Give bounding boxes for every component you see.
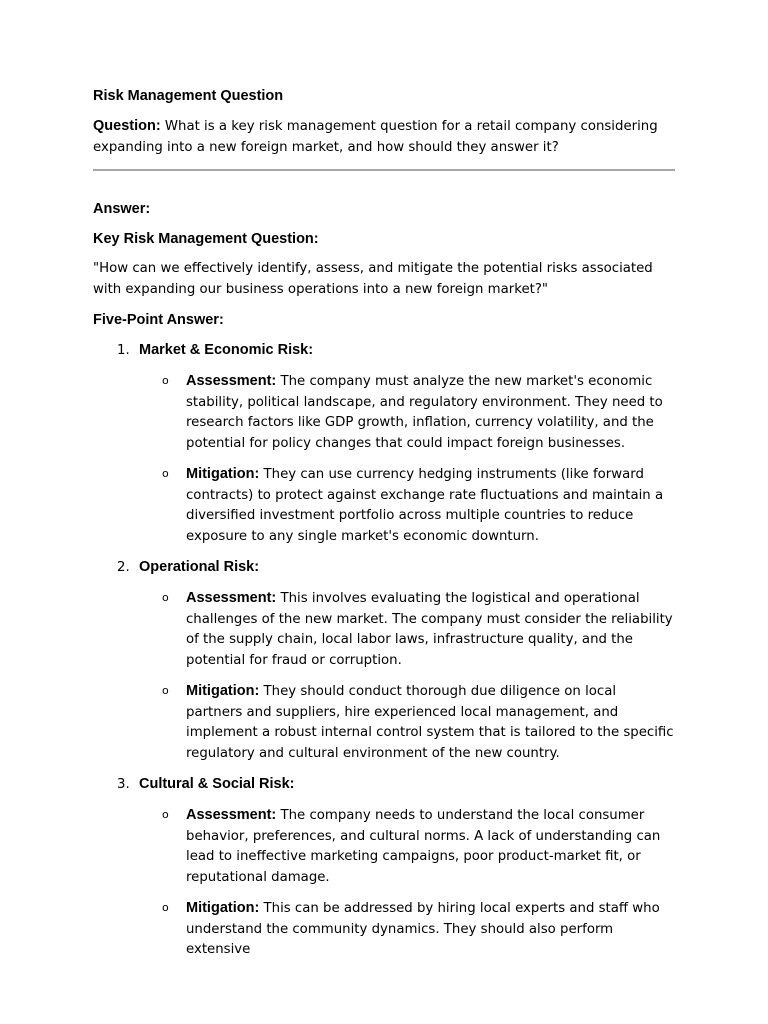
point-title: Market & Economic Risk: bbox=[139, 342, 314, 358]
mitigation-label: Mitigation: bbox=[186, 683, 260, 699]
question-paragraph bbox=[93, 116, 675, 158]
mitigation-label: Mitigation: bbox=[186, 466, 260, 482]
sub-list-item bbox=[93, 898, 675, 961]
sub-list-item bbox=[93, 588, 675, 671]
sub-list bbox=[93, 588, 675, 764]
point-heading bbox=[93, 340, 675, 361]
list-number: 3. bbox=[117, 777, 130, 792]
mitigation-paragraph bbox=[186, 464, 675, 547]
list-number: 1. bbox=[117, 343, 130, 358]
sub-list-item bbox=[93, 464, 675, 547]
assessment-text: The company must analyze the new market's economic stability, political landscape, and regulatory environment. They need to research factors like GDP growth, inflation, currency volatility, and the potential for policy changes that could impact foreign businesses. bbox=[186, 374, 663, 451]
question-label: Question: bbox=[93, 118, 161, 134]
key-question-heading: Key Risk Management Question: bbox=[93, 231, 319, 247]
assessment-text: The company needs to understand the local consumer behavior, preferences, and cultural norms. A lack of understanding can lead to ineffective marketing campaigns, poor product-market fit, or reputational damage. bbox=[186, 808, 661, 885]
five-point-heading: Five-Point Answer: bbox=[93, 312, 224, 328]
assessment-text: This involves evaluating the logistical and operational challenges of the new market. The company must consider the reliability of the supply chain, local labor laws, infrastructure quality, and the potential for fraud or corruption. bbox=[186, 591, 673, 668]
mitigation-text: They should conduct thorough due diligence on local partners and suppliers, hire experienced local management, and implement a robust internal control system that is tailored to the specific regulatory and cultural environment of the new country. bbox=[186, 684, 674, 761]
bullet-marker: o bbox=[162, 808, 169, 821]
point-title: Operational Risk: bbox=[139, 559, 260, 575]
bullet-marker: o bbox=[162, 374, 169, 387]
list-number: 2. bbox=[117, 560, 130, 575]
assessment-label: Assessment: bbox=[186, 373, 277, 389]
assessment-paragraph bbox=[186, 805, 675, 888]
assessment-paragraph bbox=[186, 588, 675, 671]
point-title: Cultural & Social Risk: bbox=[139, 776, 295, 792]
point-heading bbox=[93, 557, 675, 578]
document-page bbox=[93, 86, 675, 971]
mitigation-paragraph bbox=[186, 681, 675, 764]
list-item bbox=[93, 340, 675, 547]
sub-list-item bbox=[93, 681, 675, 764]
horizontal-divider bbox=[93, 169, 675, 171]
mitigation-text: This can be addressed by hiring local experts and staff who understand the community dynamics. They should also perform extensive bbox=[186, 901, 660, 957]
bullet-marker: o bbox=[162, 901, 169, 914]
mitigation-text: They can use currency hedging instruments (like forward contracts) to protect against exchange rate fluctuations and maintain a diversified investment portfolio across multiple countries to reduce exposure to any single market's economic downturn. bbox=[186, 467, 664, 544]
mitigation-paragraph bbox=[186, 898, 675, 961]
sub-list bbox=[93, 371, 675, 547]
key-question-quote: "How can we effectively identify, assess, and mitigate the potential risks associated with expanding our business operations into a new foreign market?" bbox=[93, 261, 653, 297]
mitigation-label: Mitigation: bbox=[186, 900, 260, 916]
assessment-label: Assessment: bbox=[186, 590, 277, 606]
question-text: What is a key risk management question for a retail company considering expanding into a new foreign market, and how should they answer it? bbox=[93, 119, 658, 155]
document-title: Risk Management Question bbox=[93, 88, 284, 104]
point-heading bbox=[93, 774, 675, 795]
sub-list bbox=[93, 805, 675, 961]
list-item bbox=[93, 774, 675, 961]
bullet-marker: o bbox=[162, 467, 169, 480]
bullet-marker: o bbox=[162, 684, 169, 697]
sub-list-item bbox=[93, 371, 675, 454]
bullet-marker: o bbox=[162, 591, 169, 604]
sub-list-item bbox=[93, 805, 675, 888]
assessment-label: Assessment: bbox=[186, 807, 277, 823]
answer-heading: Answer: bbox=[93, 201, 151, 217]
risk-points-list bbox=[93, 340, 675, 961]
list-item bbox=[93, 557, 675, 764]
assessment-paragraph bbox=[186, 371, 675, 454]
